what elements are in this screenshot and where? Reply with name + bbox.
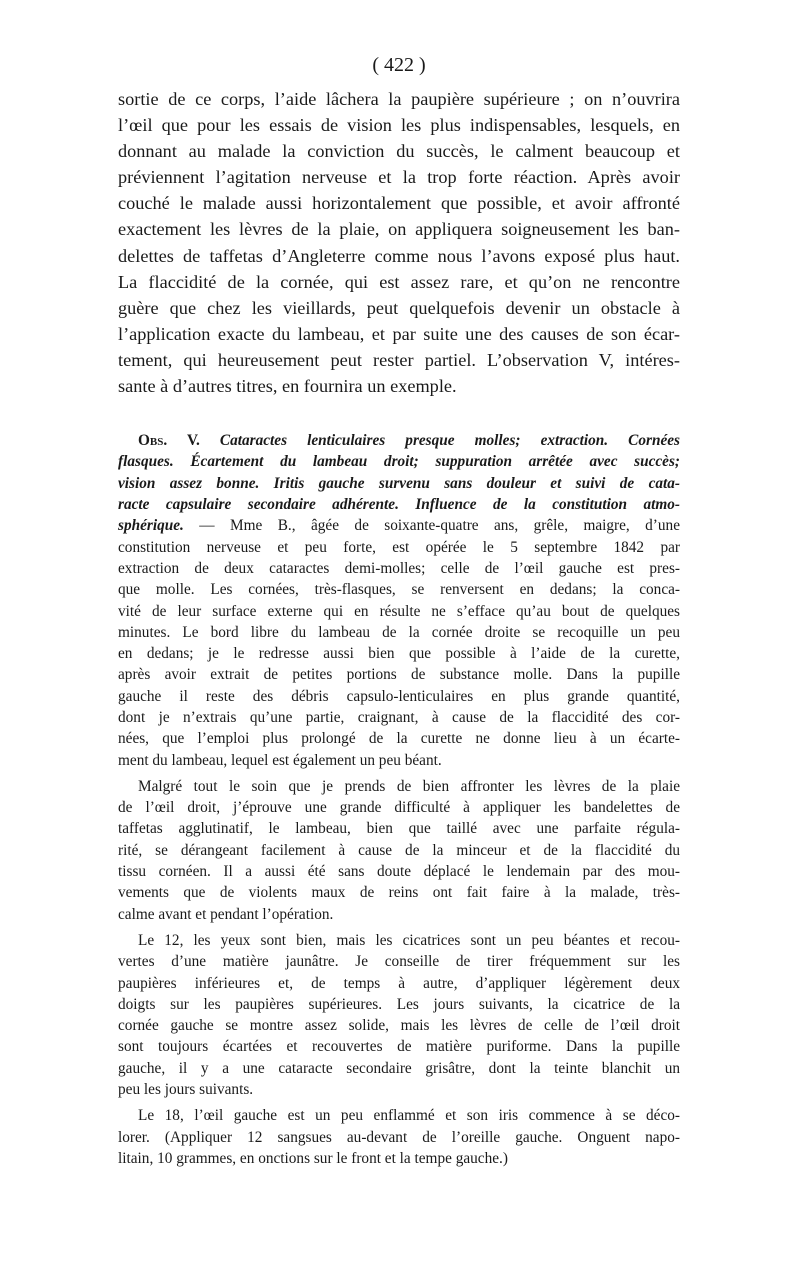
text-line: vité de leur surface externe qui en résulte ne s’efface qu’au bout de quelques [118, 602, 680, 620]
main-paragraph [118, 86, 680, 399]
text-line: taffetas agglutinatif, le lambeau, bien que taillé avec une parfaite régula- [118, 820, 680, 838]
text-line: Le 18, l’œil gauche est un peu enflammé et son iris commence à se déco- [138, 1107, 680, 1125]
text-line: sont toujours écartées et recouvertes de matière puriforme. Dans la pupille [118, 1038, 680, 1056]
observation-paragraph-3 [118, 930, 680, 1100]
page-number: ( 422 ) [372, 54, 426, 76]
text-line: calme avant et pendant l’opération. [118, 905, 334, 923]
text-line: cornée gauche se montre assez solide, mais les lèvres de celle de l’œil droit [118, 1017, 680, 1035]
text-line: paupières inférieures et, de temps à autre, d’appliquer légèrement deux [118, 974, 680, 992]
text-line: après avoir extrait de petites portions de substance molle. Dans la pupille [118, 666, 680, 684]
text-line: préviennent l’agitation nerveuse et la trop forte réaction. Après avoir [118, 167, 680, 188]
text-line: de l’œil droit, j’éprouve une grande difficulté à appliquer les bandelettes de [118, 799, 680, 817]
text-line: ment du lambeau, lequel est également un peu béant. [118, 751, 442, 769]
text-line: vertes d’une matière jaunâtre. Je conseille de tirer fréquemment sur les [118, 953, 680, 971]
text-line: minutes. Le bord libre du lambeau de la cornée droite se recoquille un peu [118, 623, 680, 641]
text-line: rité, se dérangeant facilement à cause de la minceur et de la flaccidité du [118, 841, 680, 859]
text-line: couché le malade aussi horizontalement que possible, et avoir affronté [118, 193, 680, 214]
text-line: constitution nerveuse et peu forte, est opérée le 5 septembre 1842 par [118, 538, 680, 556]
text-line: guère que chez les vieillards, peut quelquefois devenir un obstacle à [118, 297, 680, 318]
text-line: extraction de deux cataractes demi-molles; celle de l’œil gauche est pres- [118, 559, 680, 577]
observation-paragraph-4 [118, 1105, 680, 1169]
text-line: tissu cornéen. Il a aussi été sans doute déplacé le lendemain par des mou- [118, 863, 680, 881]
text-line: exactement les lèvres de la plaie, on appliquera soigneusement les ban- [118, 219, 680, 240]
text-line: gauche, il y a une cataracte secondaire grisâtre, dont la teinte blanchit un [118, 1059, 680, 1077]
observation-paragraph-2 [118, 776, 680, 925]
text-line: tement, qui heureusement peut rester partiel. L’observation V, intéres- [118, 349, 680, 370]
text-line: l’application exacte du lambeau, et par suite une des causes de son écar- [118, 323, 680, 344]
text-line: donnant au malade la conviction du succès, le calment beaucoup et [118, 141, 680, 162]
book-page [118, 52, 680, 1174]
text-line: Le 12, les yeux sont bien, mais les cicatrices sont un peu béantes et recou- [138, 931, 680, 949]
text-line: lorer. (Appliquer 12 sangsues au-devant de l’oreille gauche. Onguent napo- [118, 1128, 680, 1146]
text-line: Malgré tout le soin que je prends de bien affronter les lèvres de la plaie [138, 777, 680, 795]
text-line: en dedans; je le redresse aussi bien que possible à l’aide de la curette, [118, 645, 680, 663]
text-line: sante à d’autres titres, en fournira un exemple. [118, 376, 457, 397]
observation-label: Obs. V. [138, 432, 200, 450]
text-line: delettes de taffetas d’Angleterre comme nous l’avons exposé plus haut. [118, 245, 680, 266]
observation-heading-paragraph: Obs. V. Cataractes lenticulaires presque molles; extraction. Cornées flasques. Écartement du lambeau droit; suppuration arrêtée avec succès; vision assez bonne. Iritis gauche survenu sans douleur et suivi de cata- racte capsulaire secondaire adhérente. Influence de la constitution atmo- sphérique. — Mme B., âgée de soixante-quatre ans, grêle, maigre, d’une constitution nerveuse et peu forte, est opérée le 5 septembre 1842 par extraction de deux cataractes demi-molles; celle de l’œil gauche est pres- que molle. Les cornées, très-flasques, se renversent en dedans; la conca- vité de leur surface externe qui en résulte ne s’efface qu’au bout de quelques minutes. Le bord libre du lambeau de la cornée droite se recoquille un peu en dedans; je le redresse aussi bien que possible à l’aide de la curette, après avoir extrait de petites portions de substance molle. Dans la pupille gauche il reste des débris capsulo-lenticulaires en plus grande quantité, dont je n’extrais qu’une partie, craignant, à cause de la flaccidité des cor- nées, que l’emploi plus prolongé de la curette ne donne lieu à un écarte- ment du lambeau, lequel est également un peu béant. [118, 430, 680, 771]
observation-section [118, 430, 680, 1169]
text-line: dont je n’extrais qu’une partie, craignant, à cause de la flaccidité des cor- [118, 708, 680, 726]
text-line: doigts sur les paupières supérieures. Les jours suivants, la cicatrice de la [118, 995, 680, 1013]
text-line: nées, que l’emploi plus prolongé de la curette ne donne lieu à un écarte- [118, 730, 680, 748]
text-line: vements que de violents maux de reins ont fait faire à la malade, très- [118, 884, 680, 902]
observation-title: Cataractes lenticulaires presque molles; [219, 432, 521, 450]
text-line: sortie de ce corps, l’aide lâchera la paupière supérieure ; on n’ouvrira [118, 89, 680, 109]
text-line: peu les jours suivants. [118, 1081, 254, 1099]
text-line: La flaccidité de la cornée, qui est assez rare, et qu’on ne rencontre [118, 271, 680, 292]
text-line: l’œil que pour les essais de vision les plus indispensables, lesquels, en [118, 115, 680, 136]
text-line: litain, 10 grammes, en onctions sur le front et la tempe gauche.) [118, 1149, 508, 1167]
text-line: que molle. Les cornées, très-flasques, se renversent en dedans; la conca- [118, 581, 680, 599]
text-line: gauche il reste des débris capsulo-lenticulaires en plus grande quantité, [118, 687, 680, 705]
